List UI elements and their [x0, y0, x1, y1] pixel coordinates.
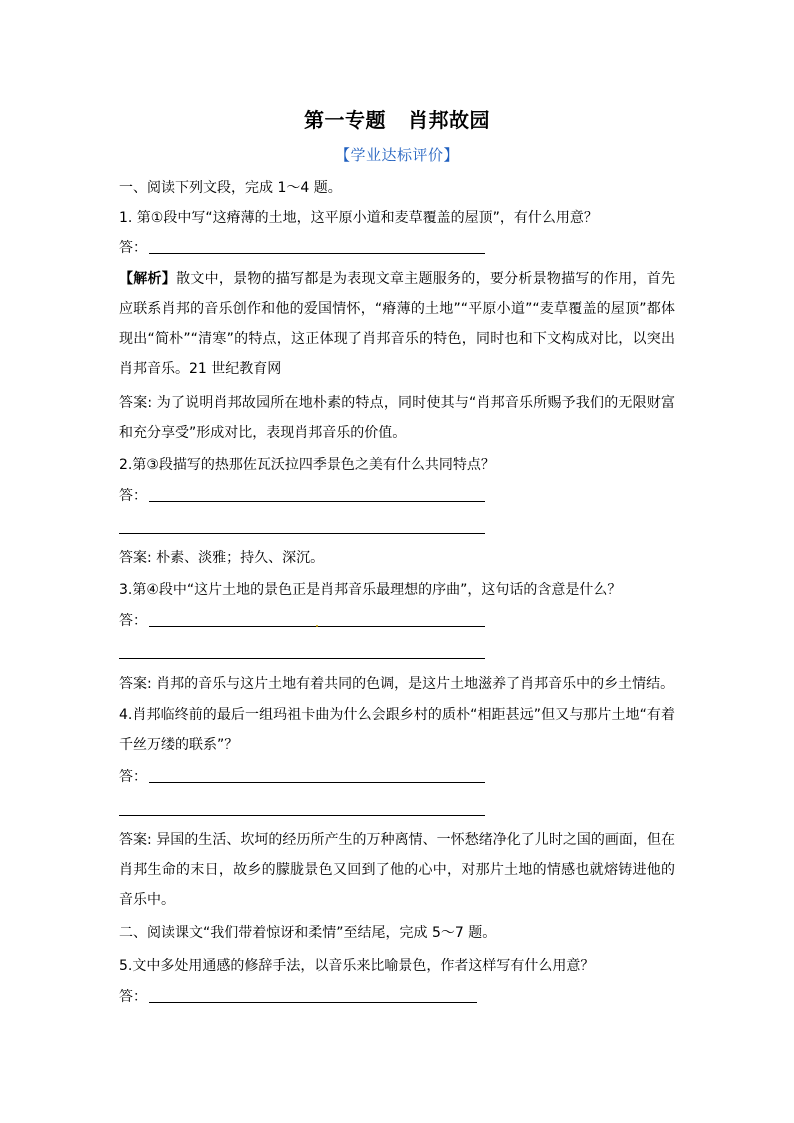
title-part-1: 第一专题 [304, 108, 386, 132]
answer-blank-extra-line[interactable] [119, 533, 485, 534]
question-2: 2.第③段描写的热那佐瓦沃拉四季景色之美有什么共同特点？ [119, 457, 495, 473]
question-5: 5.文中多处用通感的修辞手法，以音乐来比喻景色，作者这样写有什么用意？ [119, 958, 595, 974]
answer-blank[interactable] [149, 487, 485, 502]
question-4: 4.肖邦临终前的最后一组玛祖卡曲为什么会跟乡村的质朴“相距甚远”但又与那片土地“有着千丝万缕的联系”？ [119, 707, 675, 753]
answer-blank-extra-line[interactable] [119, 815, 485, 816]
answer-line-4 [119, 762, 675, 792]
answer-blank-extra-line[interactable] [119, 658, 485, 659]
answer-2: 答案: 朴素、淡雅；持久、深沉。 [119, 550, 325, 566]
answer-label: 答： [119, 240, 147, 256]
stray-mark [316, 625, 318, 627]
answer-label: 答： [119, 613, 147, 629]
answer-line-5 [119, 982, 675, 1012]
section-1-heading: 一、阅读下列文段，完成 1～4 题。 [119, 180, 342, 196]
analysis-tag: 【解析】 [119, 271, 177, 287]
answer-1: 答案: 为了说明肖邦故园所在地朴素的特点，同时使其与“肖邦音乐所赐予我们的无限财富和充分享受”形成对比，表现肖邦音乐的价值。 [119, 395, 675, 441]
question-3: 3.第④段中“这片土地的景色正是肖邦音乐最理想的序曲”，这句话的含意是什么？ [119, 582, 622, 598]
answer-3: 答案: 肖邦的音乐与这片土地有着共同的色调，是这片土地滋养了肖邦音乐中的乡土情结。 [119, 676, 675, 692]
section-2-heading: 二、阅读课文“我们带着惊讶和柔情”至结尾，完成 5～7 题。 [119, 925, 497, 941]
analysis-paragraph [119, 264, 675, 384]
page-title [0, 104, 794, 133]
answer-blank[interactable] [149, 988, 477, 1003]
answer-line-2 [119, 481, 675, 511]
answer-line-3 [119, 606, 675, 636]
answer-blank[interactable] [149, 768, 485, 783]
analysis-text: 散文中，景物的描写都是为表现文章主题服务的，要分析景物描写的作用，首先应联系肖邦的音乐创作和他的爱国情怀，“瘠薄的土地”“平原小道”“麦草覆盖的屋顶”都体现出“简朴”“清寒”的特点，这正体现了肖邦音乐的特色，同时也和下文构成对比，以突出肖邦音乐。21 世纪教育网 [119, 271, 676, 377]
answer-blank[interactable] [149, 239, 485, 254]
answer-line-1 [119, 233, 675, 263]
answer-label: 答： [119, 989, 147, 1005]
answer-label: 答： [119, 488, 147, 504]
answer-label: 答： [119, 769, 147, 785]
title-part-2: 肖邦故园 [408, 108, 490, 132]
question-1: 1. 第①段中写“这瘠薄的土地，这平原小道和麦草覆盖的屋顶”，有什么用意？ [119, 210, 598, 226]
subtitle: 【学业达标评价】 [334, 146, 459, 164]
answer-4: 答案: 异国的生活、坎坷的经历所产生的万种离情、一怀愁绪净化了儿时之国的画面，但在肖邦生命的末日，故乡的朦胧景色又回到了他的心中，对那片土地的情感也就熔铸进他的音乐中。 [119, 832, 675, 908]
